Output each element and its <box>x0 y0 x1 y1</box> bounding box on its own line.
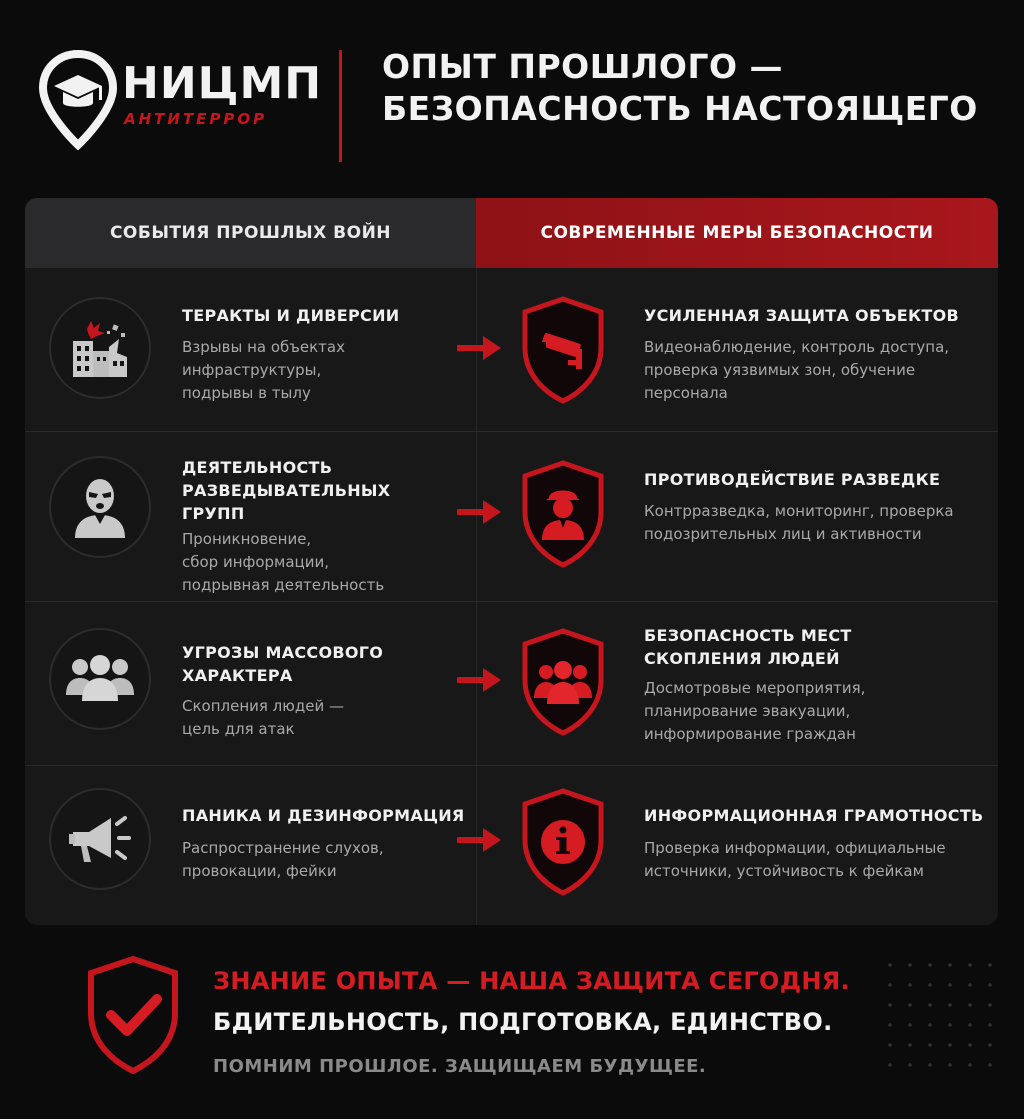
left-title <box>182 641 383 687</box>
page-title <box>382 46 978 130</box>
left-icon-circle <box>49 628 151 730</box>
left-icon-circle <box>49 297 151 399</box>
table-row <box>25 602 998 766</box>
left-icon-circle <box>49 456 151 558</box>
left-desc-line: провокации, фейки <box>182 862 337 880</box>
logo-subtitle: АНТИТЕРРОР <box>124 110 268 128</box>
left-desc-line: Распространение слухов, <box>182 839 384 857</box>
decorative-dot-grid <box>880 955 1000 1075</box>
checkmark-shield-icon <box>85 955 181 1075</box>
right-desc-line: источники, устойчивость к фейкам <box>644 862 924 880</box>
right-description <box>644 837 946 883</box>
footer-slogan-3: ПОМНИМ ПРОШЛОЕ. ЗАЩИЩАЕМ БУДУЩЕЕ. <box>213 1056 707 1077</box>
left-desc-line: Взрывы на объектах <box>182 338 345 356</box>
right-title <box>644 624 852 670</box>
left-title <box>182 804 465 827</box>
footer-slogan-1: ЗНАНИЕ ОПЫТА — НАША ЗАЩИТА СЕГОДНЯ. <box>213 967 850 995</box>
headline-line-2: БЕЗОПАСНОСТЬ НАСТОЯЩЕГО <box>382 89 978 128</box>
left-description <box>182 837 384 883</box>
header <box>0 0 1024 190</box>
right-desc-line: Видеонаблюдение, контроль доступа, <box>644 338 950 356</box>
right-title-line: СКОПЛЕНИЯ ЛЮДЕЙ <box>644 649 840 668</box>
headline-line-1: ОПЫТ ПРОШЛОГО — <box>382 47 784 86</box>
right-desc-line: информирование граждан <box>644 725 856 743</box>
left-title-line: ГРУПП <box>182 504 245 523</box>
right-title-line: БЕЗОПАСНОСТЬ МЕСТ <box>644 626 852 645</box>
left-desc-line: Скопления людей — <box>182 697 345 715</box>
right-desc-line: проверка уязвимых зон, обучение <box>644 361 916 379</box>
column-header-past: СОБЫТИЯ ПРОШЛЫХ ВОЙН <box>25 198 476 268</box>
right-desc-line: персонала <box>644 384 728 402</box>
right-description <box>644 336 949 405</box>
right-title-line: ПРОТИВОДЕЙСТВИЕ РАЗВЕДКЕ <box>644 470 941 489</box>
right-desc-line: Контрразведка, мониторинг, проверка <box>644 502 954 520</box>
right-description <box>644 500 954 546</box>
cctv-camera-shield-icon <box>520 296 606 404</box>
left-title-line: ХАРАКТЕРА <box>182 666 293 685</box>
left-desc-line: подрывная деятельность <box>182 576 385 594</box>
right-title <box>644 304 959 327</box>
left-description <box>182 336 345 405</box>
ruined-building-icon <box>65 313 135 383</box>
logo-name: НИЦМП <box>122 58 323 109</box>
left-title <box>182 456 390 525</box>
table-row <box>25 268 998 432</box>
header-divider <box>339 50 342 162</box>
right-title <box>644 804 984 827</box>
left-title-line: ДЕЯТЕЛЬНОСТЬ <box>182 458 333 477</box>
left-description <box>182 695 344 741</box>
left-title-line: ПАНИКА И ДЕЗИНФОРМАЦИЯ <box>182 806 465 825</box>
footer-slogan-2: БДИТЕЛЬНОСТЬ, ПОДГОТОВКА, ЕДИНСТВО. <box>213 1008 833 1036</box>
left-desc-line: подрывы в тылу <box>182 384 311 402</box>
comparison-table <box>25 198 998 925</box>
arrow-right-icon <box>455 334 503 362</box>
left-title-line: ТЕРАКТЫ И ДИВЕРСИИ <box>182 306 400 325</box>
table-row <box>25 432 998 602</box>
people-shield-icon <box>520 628 606 736</box>
right-desc-line: Досмотровые мероприятия, <box>644 679 866 697</box>
arrow-right-icon <box>455 666 503 694</box>
right-desc-line: планирование эвакуации, <box>644 702 851 720</box>
right-title-line: ИНФОРМАЦИОННАЯ ГРАМОТНОСТЬ <box>644 806 984 825</box>
graduation-cap-pin-icon <box>38 50 118 150</box>
right-title-line: УСИЛЕННАЯ ЗАЩИТА ОБЪЕКТОВ <box>644 306 960 325</box>
left-desc-line: сбор информации, <box>182 553 330 571</box>
arrow-right-icon <box>455 826 503 854</box>
left-title-line: РАЗВЕДЫВАТЕЛЬНЫХ <box>182 481 391 500</box>
crowd-icon <box>64 649 136 709</box>
megaphone-icon <box>65 808 135 870</box>
column-header-modern: СОВРЕМЕННЫЕ МЕРЫ БЕЗОПАСНОСТИ <box>476 198 998 268</box>
left-title <box>182 304 399 327</box>
left-desc-line: Проникновение, <box>182 530 312 548</box>
table-row <box>25 766 998 925</box>
arrow-right-icon <box>455 498 503 526</box>
left-description <box>182 528 384 597</box>
left-desc-line: инфраструктуры, <box>182 361 322 379</box>
masked-person-icon <box>65 472 135 542</box>
left-desc-line: цель для атак <box>182 720 295 738</box>
right-description <box>644 677 865 746</box>
right-desc-line: подозрительных лиц и активности <box>644 525 922 543</box>
right-title <box>644 468 940 491</box>
info-shield-icon <box>520 788 606 896</box>
right-desc-line: Проверка информации, официальные <box>644 839 946 857</box>
guard-shield-icon <box>520 460 606 568</box>
left-icon-circle <box>49 788 151 890</box>
left-title-line: УГРОЗЫ МАССОВОГО <box>182 643 384 662</box>
